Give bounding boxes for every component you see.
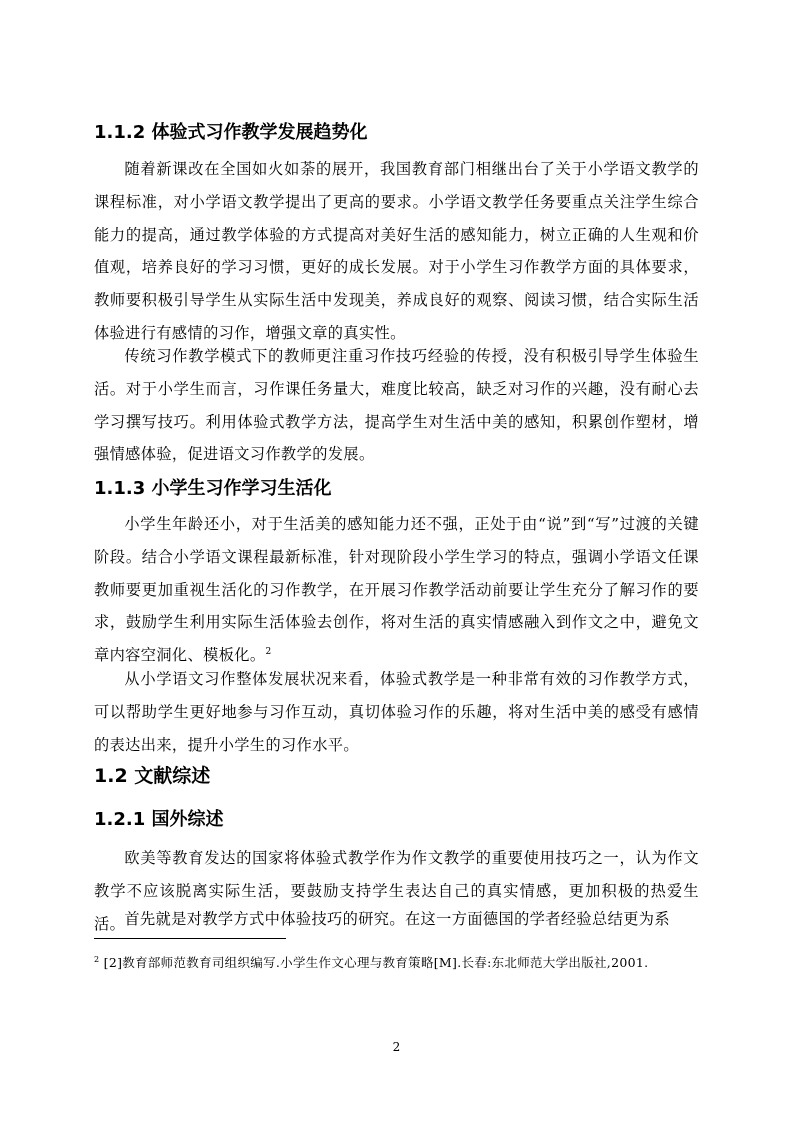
- paragraph: 欧美等教育发达的国家将体验式教学作为作文教学的重要使用技巧之一，认为作文教学不应该脱离实际生活，要鼓励支持学生表达自己的真实情感，更加积极的热爱生活。: [94, 849, 699, 933]
- footnote-text: [2]教育部师范教育司组织编写.小学生作文心理与教育策略[M].长春:东北师范大学出版社,2001.: [103, 955, 649, 970]
- footnote-reference: 2: [265, 647, 272, 658]
- page-number: 2: [392, 1040, 401, 1054]
- heading-1-2: 1.2 文献综述: [94, 765, 211, 787]
- footnote-separator: [94, 938, 286, 939]
- heading-1-2-1: 1.2.1 国外综述: [94, 809, 224, 830]
- paragraph: 首先就是对教学方式中体验技巧的研究。在这一方面德国的学者经验总结更为系: [124, 910, 670, 928]
- paragraph: 传统习作教学模式下的教师更注重习作技巧经验的传授，没有积极引导学生体验生活。对于小学生而言，习作课任务量大，难度比较高，缺乏对习作的兴趣，没有耐心去学习撰写技巧。利用体验式教学方法，提高学生对生活中美的感知，积累创作塑材，增强情感体验，促进语文习作教学的发展。: [94, 347, 699, 464]
- paragraph-text: 小学生年龄还小，对于生活美的感知能力还不强，正处于由“说”到“写”过渡的关键阶段。结合小学语文课程最新标准，针对现阶段小学生学习的特点，强调小学语文任课教师要更加重视生活化的习作教学，在开展习作教学活动前要让学生充分了解习作的要求，鼓励学生利用实际生活体验去创作，将对生活的真实情感融入到作文之中，避免文章内容空洞化、模板化。: [94, 515, 699, 665]
- heading-1-1-3: 1.1.3 小学生习作学习生活化: [94, 478, 332, 499]
- footnote: [94, 947, 699, 979]
- paragraph: 随着新课改在全国如火如荼的展开，我国教育部门相继出台了关于小学语文教学的课程标准，对小学语文教学提出了更高的要求。小学语文教学任务要重点关注学生综合能力的提高，通过教学体验的方式提高对美好生活的感知能力，树立正确的人生观和价值观，培养良好的学习习惯，更好的成长发展。对于小学生习作教学方面的具体要求，教师要积极引导学生从实际生活中发现美，养成良好的观察、阅读习惯，结合实际生活体验进行有感情的习作，增强文章的真实性。: [94, 160, 699, 342]
- paragraph: 从小学语文习作整体发展状况来看，体验式教学是一种非常有效的习作教学方式，可以帮助学生更好地参与习作互动，真切体验习作的乐趣，将对生活中美的感受有感情的表达出来，提升小学生的习作水平。: [94, 670, 699, 754]
- heading-1-1-2: 1.1.2 体验式习作教学发展趋势化: [94, 122, 368, 143]
- paragraph: [94, 508, 699, 672]
- footnote-marker: 2: [94, 954, 100, 964]
